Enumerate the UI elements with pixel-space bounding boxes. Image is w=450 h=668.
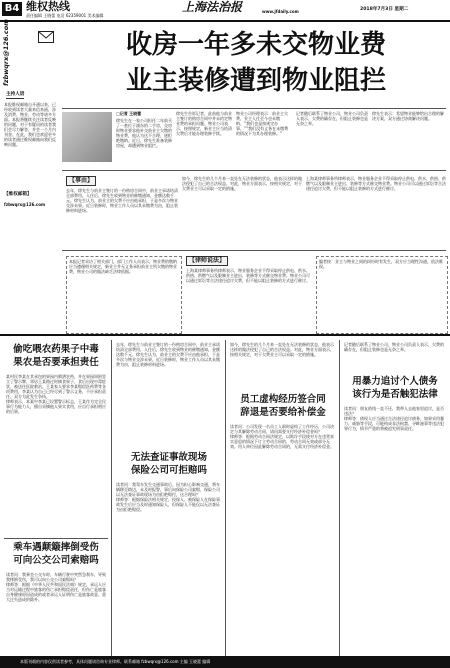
article-3-title-1: 无法查证事故现场 xyxy=(130,452,207,463)
section-rule-2 xyxy=(62,250,446,251)
sidebar xyxy=(0,19,58,250)
event-text-2: 如今，徐先生的几个月来一直处在无法装修的状态，他表示这样的做法侵犯了自己的合法权益。对此，物业方面表示，按相关规定，对于欠费业主可以采取一定的措施。 xyxy=(182,176,302,191)
host-text: 本报维权邮箱自开通以来，已经收到读者大量来信来函，涉及消费、物业、劳动等诸多方面。本报将继续关注读者反映的问题，对于有疑问的读者我们会尽力解答，并会一个月内刊登。在此，我们也欢迎更多的读者通过维权邮箱向我们反映问题。 xyxy=(4,102,56,147)
article-4-title-2: 辞退是否要给补偿金 xyxy=(240,407,326,418)
section-title: 维权热线 xyxy=(26,0,70,13)
sidebar-email-big: fzbwqrx@126.com xyxy=(2,19,10,86)
col1-rule xyxy=(4,538,108,539)
footer-text: 本版刊载的内容仅供读者参考，具体问题请咨询专业律师。联系邮箱 fzbwqrx@126.com 主编 王晓蕾 编辑 xyxy=(20,659,211,664)
footer-bar xyxy=(0,656,450,668)
event-label: 【事由】 xyxy=(66,176,96,186)
article-3-text: 读者问：我驾车发生交通事故后，因为担心影响交通，将车辆移至路边，未及时报警。事后向保险公司索赔，保险公司以无法查证事故现场为由拒绝赔付，这合理吗？ 律师答：根据保险法相关规定，投保人、被保险人在保险事故发生后应当及时通知保险人，但保险人不能仅以无法查证为由拒绝赔偿。 xyxy=(116,482,220,512)
article-3-title-2: 保险公司可拒赔吗 xyxy=(130,465,207,476)
col-divider-2 xyxy=(225,340,226,656)
lead-col-1: 徐先生在一家公司担任二年前买了一套位于浦东的二手房，交房时物业要求他补交前业主欠缴的物业费，他认为这不合理，遂拒绝缴纳。近日，徐先生准备装修房屋，却遭到物业阻拦。 xyxy=(116,118,172,148)
article-2-text: 读者问：我乘坐公交车时，车辆行驶中突然急刹车，导致我摔倒受伤，我可以向公交公司索赔吗？ 律师答：根据《中华人民共和国民法典》规定，承运人应当对运输过程中旅客的伤亡承担赔偿责任，但伤亡是旅客自身健康原因造成的或者承运人证明伤亡是旅客故意、重大过失造成的除外。 xyxy=(6,572,106,602)
article-5-title-1: 用暴力追讨个人债务 xyxy=(352,376,438,387)
article-5-title-2: 该行为是否触犯法律 xyxy=(352,389,438,400)
col2-upper-text: 去年，徐先生与前业主签订的一份购房合同中，前业主承诺结清全部费用。入住后，徐先生收到物业的催缴通知，金额达数千元。徐先生认为，前业主的欠费不应由他承担，于是多次与物业交涉未果。近日装修时，物业工作人员以其未缴费为由，阻止装修材料进场。 xyxy=(116,342,220,367)
photo-placeholder xyxy=(62,112,112,162)
masthead: 上海法治报 xyxy=(182,0,243,14)
site-url: www.jfdaily.com xyxy=(262,9,299,14)
lead-col-5: 徐先生表示：希望物业能够给出合理的解决方案，双方通过协商解决问题。 xyxy=(372,111,444,121)
page-badge: B4 xyxy=(2,2,22,16)
issue-date: 2018年7月3日 星期二 xyxy=(360,7,409,12)
lead-col-4: 记者随后联系了物业公司，物业公司负责人表示，欠费的确存在，但阻止装修也是无奈之举。 xyxy=(296,111,368,126)
event-text: 去年，徐先生与前业主签订的一份购房合同中，前业主承诺结清全部费用。入住后，徐先生收到物业的催缴通知，金额达数千元。徐先生认为，前业主的欠费不应由他承担，于是多次与物业交涉未果。近日装修时，物业工作人员以其未缴费为由，阻止装修材料进场。 xyxy=(66,188,178,213)
headline-line-1: 收房一年多未交物业费 xyxy=(125,30,386,60)
article-5-text: 读者问：朋友借钱一直不还，我带人去他家里追讨，是否违法？ 律师答：债权人应当通过合法途径追讨债务，如果采用暴力、威胁等手段，可能构成非法拘禁、寻衅滋事等违法犯罪行为，情节严重的将被追究刑事责任。 xyxy=(344,406,444,431)
expert-text: 上海某律师事务所律师表示，物业服务企业不得采取停止供电、供水、供热、供燃气以及限制业主进出、装修等方式催交物业费。物业公司可以通过诉讼等合法途径追讨欠费，但不能以阻止装修的方式进行催讨。 xyxy=(306,176,446,191)
box-right-text: 编者按：业主与物业之间的纠纷时有发生，双方应当理性沟通，依法维权。 xyxy=(316,256,448,334)
article-4-title-1: 员工虚构经历签合同 xyxy=(240,394,326,405)
lead-col-3: 物业公司经理表示：前业主欠费，业主入住至今也未缴纳。“我们也是按规定办事。”“我们没有义务在未缴费的情况下为其办理装修。” xyxy=(236,111,289,136)
article-1-title-2: 果农是否要承担责任 xyxy=(13,357,99,368)
col3-upper-text: 如今，徐先生的几个月来一直处在无法装修的状态，他表示这样的做法侵犯了自己的合法权益。对此，物业方面表示，按相关规定，对于欠费业主可以采取一定的措施。 xyxy=(230,342,334,357)
col-divider-3 xyxy=(339,340,340,656)
article-4-text: 读者问：公司发现一名员工入职时虚构了工作经历，公司决定与其解除劳动合同，请问需要支付经济补偿金吗？ 律师答：根据劳动合同法规定，以欺诈手段使对方在违背真实意思的情况下订立劳动合同的，劳动合同无效或部分无效。用人单位因此解除劳动合同的，无需支付经济补偿金。 xyxy=(230,424,334,449)
mail-icon xyxy=(38,28,54,40)
lead-col-2: 徐先生告诉记者，此前他与前业主签订的购房合同中并未约定物业费的承担问题。物业公司表示，按照规定，新业主应当结清欠费后才能办理装修手续。 xyxy=(176,111,232,136)
box-left-text: 本报记者采访了相关部门，部门工作人员表示，物业费的缴纳应当遵循相关规定，新业主并无义务承担前业主所欠缴的物业费，物业公司的做法缺乏法律依据。 xyxy=(66,256,182,334)
host-label: 主持人语 xyxy=(6,92,25,97)
article-1-text: 某村民李某在其承包的果园内喷洒农药，并在果园周围竖立了警示牌。邻居王某路过时摘食果子，食后出现中毒症状，被送往医院救治。王某家人要求李某赔偿医药费等各项费用，李某认为自己已经尽到了警示义务，不应承担责任。双方为此发生争执。 律师表示，本案中李某已设置警示标志，王某作为完全民事行为能力人，擅自采摘他人果实食用，应自行承担相应的后果。 xyxy=(6,374,106,414)
article-2-title-1: 乘车遇颠簸摔倒受伤 xyxy=(13,542,99,553)
box-mid-text: 上海某律师事务所律师表示，物业服务企业不得采取停止供电、供水、供热、供燃气以及限制业主进出、装修等方式催交物业费。物业公司可以通过诉讼等合法途径追讨欠费，但不能以阻止装修的方式进行催讨。 xyxy=(186,268,310,283)
section-rule-1 xyxy=(62,170,446,171)
headline-line-2: 业主装修遭到物业阻拦 xyxy=(125,66,386,96)
article-1-title-1: 偷吃喂农药果子中毒 xyxy=(13,344,99,355)
hotline-email: fzbwqrx@126.com xyxy=(4,202,46,207)
lower-rule xyxy=(0,334,450,336)
col4-upper-text: 记者随后联系了物业公司，物业公司负责人表示，欠费的确存在，但阻止装修也是无奈之举。 xyxy=(344,342,444,352)
byline: □记者 王晓蕾 xyxy=(116,111,142,116)
expert-label: 【律师说法】 xyxy=(186,256,228,266)
article-2-title-2: 可向公交公司索赔吗 xyxy=(13,555,99,566)
hotline-label: 【维权邮箱】 xyxy=(4,192,32,197)
col-divider-1 xyxy=(111,340,112,656)
header-bar xyxy=(0,0,450,22)
editor-line: 责任编辑 王晓蕾 电话 62359001 美术编辑 xyxy=(26,13,104,18)
lead-rule xyxy=(62,108,446,109)
